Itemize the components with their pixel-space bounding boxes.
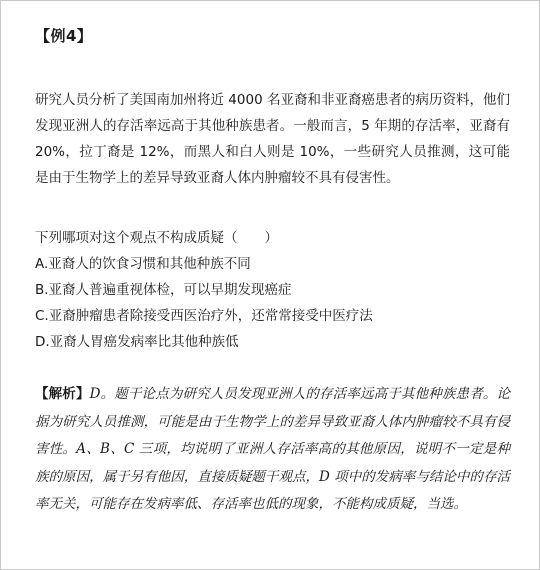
option-c: C.亚裔肿瘤患者除接受西医治疗外，还常常接受中医疗法 — [35, 308, 373, 324]
passage-paragraph: 研究人员分析了美国南加州将近 4000 名亚裔和非亚裔癌患者的病历资料，他们发现亚洲人的存活率远高于其他种族患者。一般而言，5 年期的存活率，亚裔有 20%，拉丁裔是 12%，而黑人和白人则是 10%，一些研究人员推测，这可能是由于生物学上的差异导致亚裔人体内肿瘤较不具有侵害性。 — [35, 92, 510, 186]
options-list — [35, 251, 510, 355]
example-heading: 【例4】 — [35, 27, 93, 45]
option-d: D.亚裔人胃癌发病率比其他种族低 — [35, 334, 239, 350]
analysis-label: 【解析】 — [35, 386, 90, 402]
option-b: B.亚裔人普遍重视体检，可以早期发现癌症 — [35, 282, 292, 298]
analysis-block — [35, 381, 510, 519]
analysis-text: D。题干论点为研究人员发现亚洲人的存活率远高于其他种族患者。论据为研究人员推测，可能是由于生物学上的差异导致亚裔人体内肿瘤较不具有侵害性。A、B、C 三项，均说明了亚洲人存活率高的其他原因，说明不一定是种族的原因，属于另有他因，直接质疑题干观点，D 项中的发病率与结论中的存活率无关，可能存在发病率低、存活率也低的现象，不能构成质疑，当选。 — [35, 386, 510, 512]
option-a: A.亚裔人的饮食习惯和其他种族不同 — [35, 256, 251, 272]
question-stem: 下列哪项对这个观点不构成质疑（ ） — [35, 230, 278, 246]
